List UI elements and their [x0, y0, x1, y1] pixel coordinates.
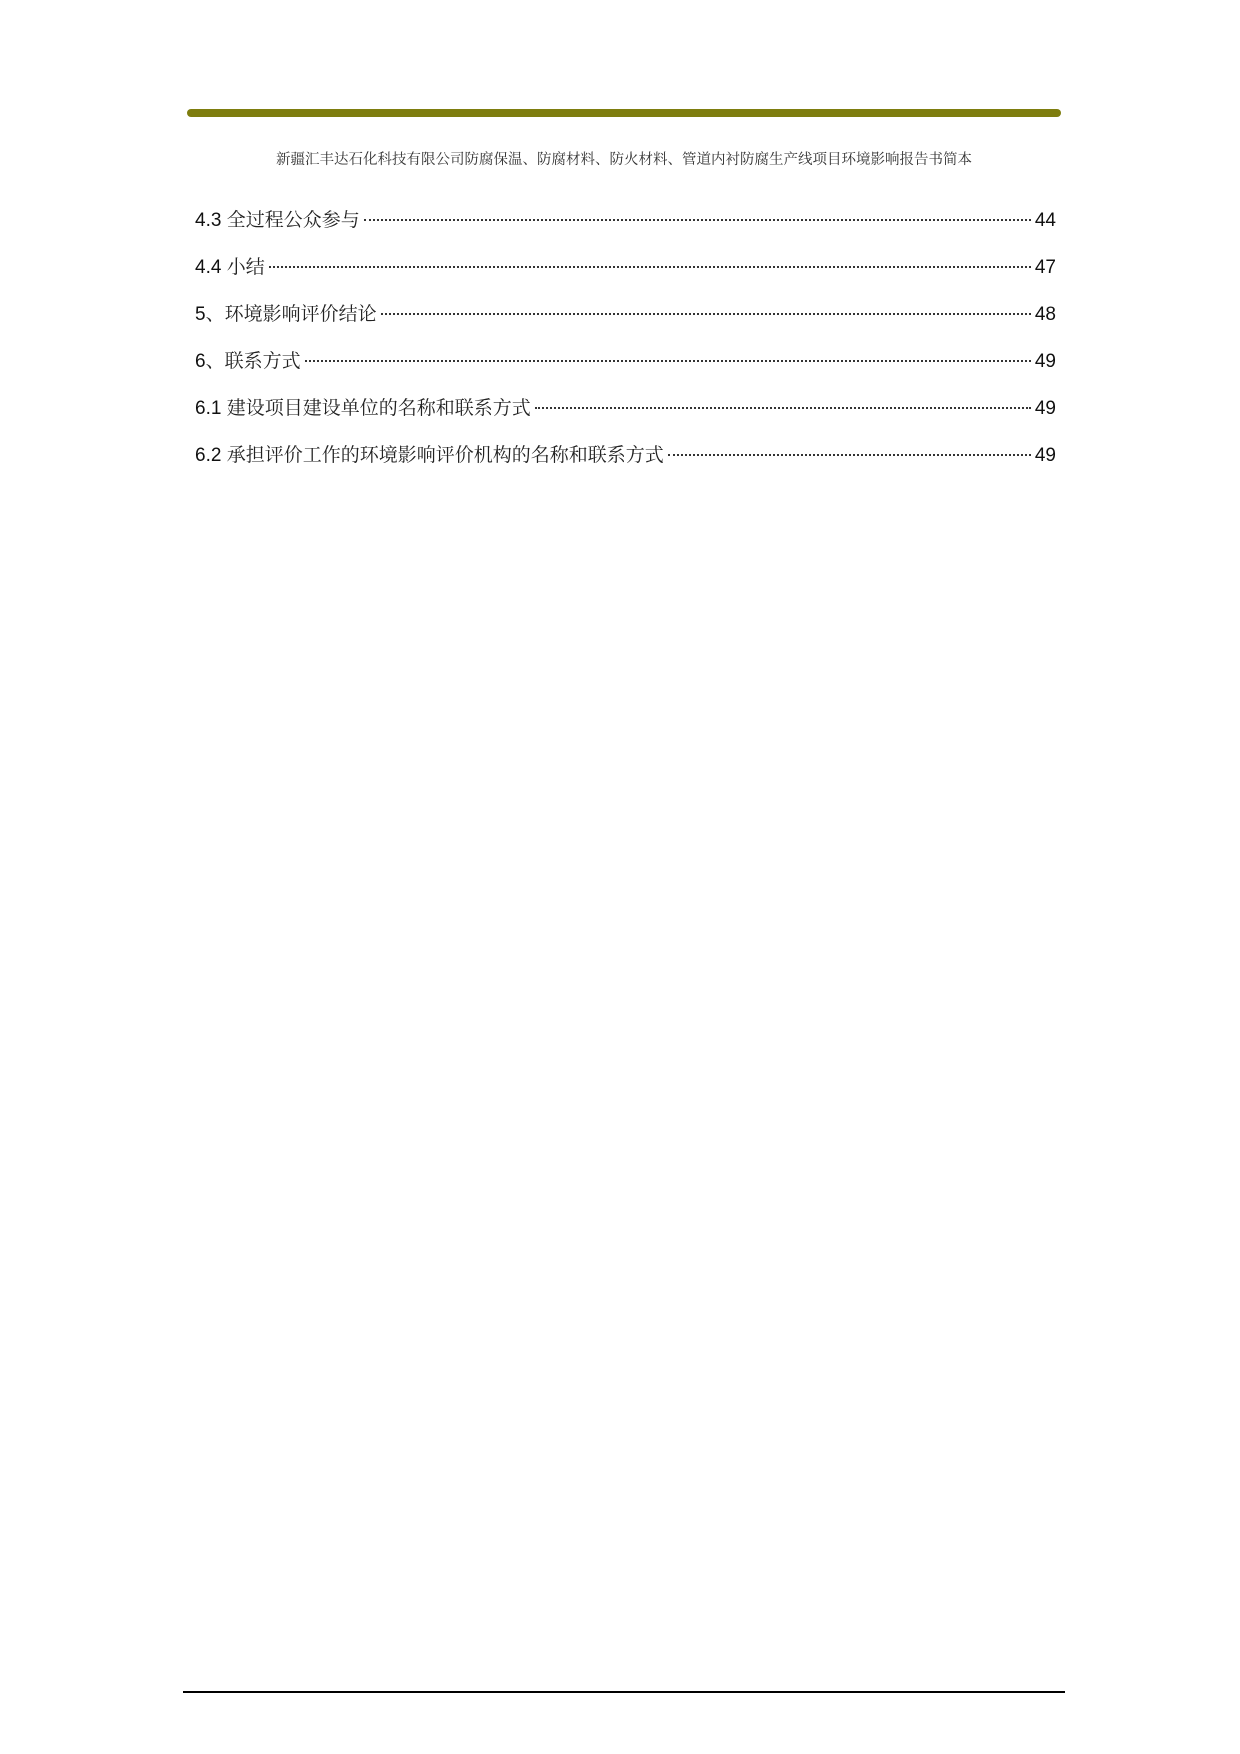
running-header-title: 新疆汇丰达石化科技有限公司防腐保温、防腐材料、防火材料、管道内衬防腐生产线项目环境影响报告书简本	[276, 152, 972, 168]
toc-entry-page: 49	[1034, 445, 1056, 466]
toc-entry[interactable]	[195, 298, 1056, 345]
toc-dot-leader	[269, 266, 1031, 268]
toc-entry-page: 48	[1034, 304, 1056, 325]
table-of-contents	[195, 204, 1056, 486]
toc-entry-page: 49	[1034, 398, 1056, 419]
toc-entry-number: 4.4	[195, 257, 227, 278]
toc-entry[interactable]	[195, 392, 1056, 439]
toc-entry-title: 全过程公众参与	[226, 209, 360, 231]
header-rule-bar	[187, 109, 1061, 117]
toc-entry[interactable]	[195, 251, 1056, 298]
toc-entry-number: 4.3	[195, 210, 227, 231]
toc-entry-title: 、环境影响评价结论	[205, 303, 377, 325]
toc-entry-number: 6.1	[195, 398, 227, 419]
toc-entry-page: 49	[1034, 351, 1056, 372]
toc-dot-leader	[535, 407, 1031, 409]
toc-entry-title: 小结	[226, 256, 265, 278]
toc-dot-leader	[364, 219, 1031, 221]
toc-entry-page: 47	[1034, 257, 1056, 278]
toc-entry-page: 44	[1034, 210, 1056, 231]
toc-entry-title: 承担评价工作的环境影响评价机构的名称和联系方式	[226, 444, 664, 466]
toc-entry[interactable]	[195, 204, 1056, 251]
toc-entry-title: 、联系方式	[205, 350, 301, 372]
toc-entry-title: 建设项目建设单位的名称和联系方式	[226, 397, 531, 419]
toc-entry-number: 6	[195, 351, 206, 372]
toc-entry-number: 6.2	[195, 445, 227, 466]
toc-dot-leader	[381, 313, 1031, 315]
toc-entry-number: 5	[195, 304, 206, 325]
toc-entry[interactable]	[195, 439, 1056, 486]
footer-rule	[183, 1691, 1065, 1693]
toc-dot-leader	[668, 454, 1031, 456]
toc-dot-leader	[305, 360, 1031, 362]
toc-entry[interactable]	[195, 345, 1056, 392]
